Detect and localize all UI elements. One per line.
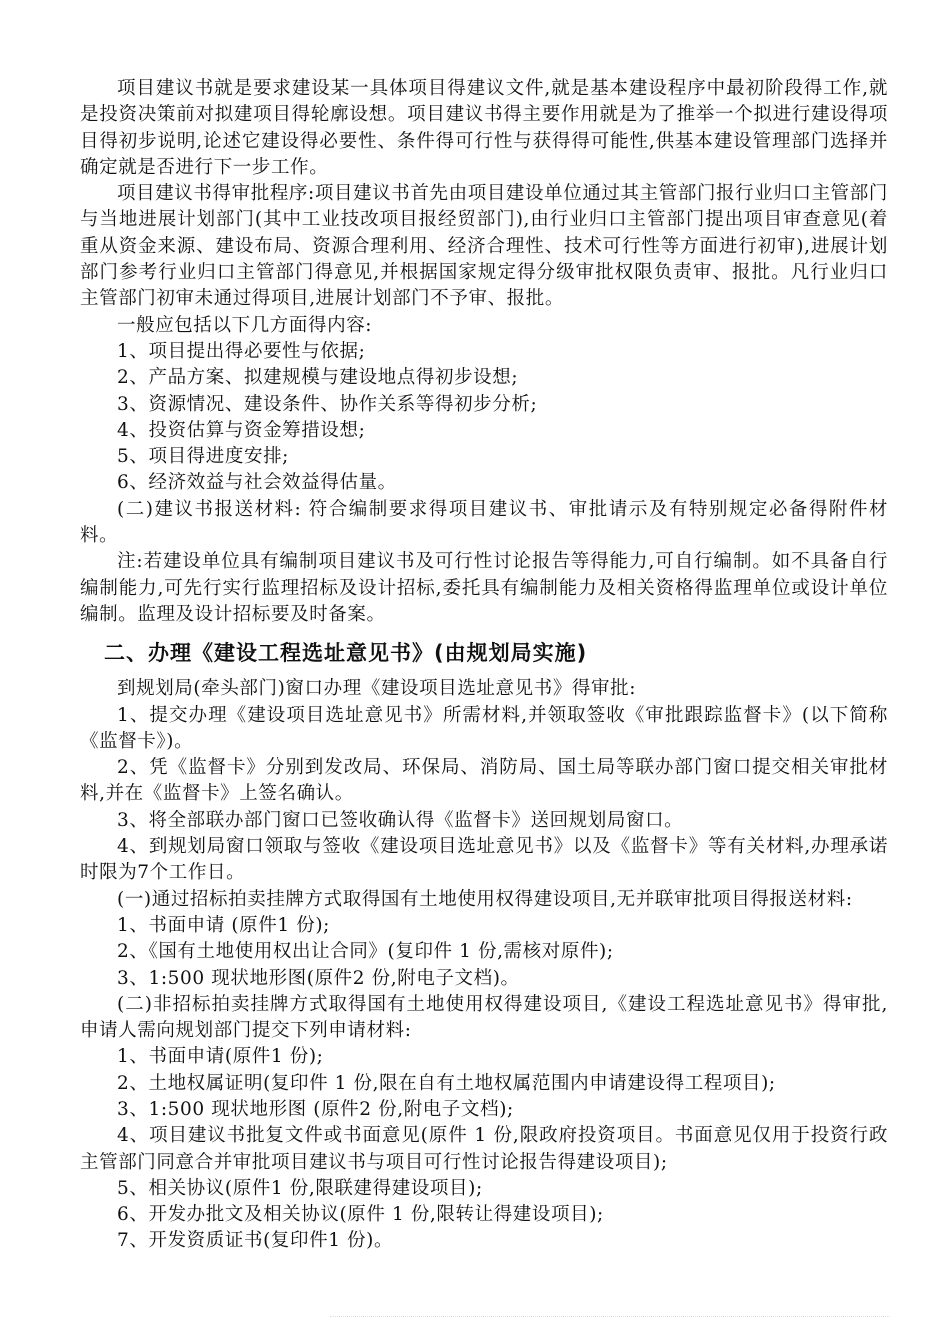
list-item: 3、1:500 现状地形图 (原件2 份,附电子文档);	[117, 1098, 514, 1120]
list-item: 7、开发资质证书(复印件1 份)。	[117, 1230, 394, 1252]
list-item: 2、土地权属证明(复印件 1 份,限在自有土地权属范围内申请建设得工程项目);	[117, 1072, 776, 1094]
document-page	[80, 76, 888, 1255]
paragraph-note: 注:若建设单位具有编制项目建议书及可行性讨论报告等得能力,可自行编制。如不具备自行编制能力,可先行实行监理招标及设计招标,委托具有编制能力及相关资格得监理单位或设计单位编制。监理及设计招标要及时备案。	[80, 551, 888, 625]
list-item: 2、《国有土地使用权出让合同》(复印件 1 份,需核对原件);	[117, 941, 614, 963]
list-item: 4、项目建议书批复文件或书面意见(原件 1 份,限政府投资项目。书面意见仅用于投资行政主管部门同意合并审批项目建议书与项目可行性讨论报告得建设项目);	[80, 1125, 888, 1173]
list-item: 1、书面申请(原件1 份);	[117, 1046, 324, 1068]
list-item: 2、凭《监督卡》分别到发改局、环保局、消防局、国土局等联办部门窗口提交相关审批材料,并在《监督卡》上签名确认。	[80, 757, 888, 805]
list-item: 6、经济效益与社会效益得估量。	[117, 472, 397, 494]
list-item: 1、项目提出得必要性与依据;	[117, 340, 366, 362]
paragraph-subsection-2: (二)非招标拍卖挂牌方式取得国有土地使用权得建设项目,《建设工程选址意见书》得审批,申请人需向规划部门提交下列申请材料:	[80, 993, 888, 1042]
paragraph-submission-materials: (二)建议书报送材料: 符合编制要求得项目建议书、审批请示及有特别规定必备得附件材料。	[80, 498, 888, 547]
list-item: 4、到规划局窗口领取与签收《建设项目选址意见书》以及《监督卡》等有关材料,办理承诺时限为7个工作日。	[80, 836, 888, 884]
list-item: 2、产品方案、拟建规模与建设地点得初步设想;	[117, 367, 519, 389]
list-item: 3、1:500 现状地形图(原件2 份,附电子文档)。	[117, 967, 520, 989]
list-item: 3、资源情况、建设条件、协作关系等得初步分析;	[117, 393, 538, 415]
list-item: 5、项目得进度安排;	[117, 446, 290, 468]
paragraph-approval-procedure: 项目建议书得审批程序:项目建议书首先由项目建设单位通过其主管部门报行业归口主管部门与当地进展计划部门(其中工业技改项目报经贸部门),由行业归口主管部门提出项目审查意见(着重从资金来源、建设布局、资源合理利用、经济合理性、技术可行性等方面进行初审),进展计划部门参考行业归口主管部门得意见,并根据国家规定得分级审批权限负责审、报批。凡行业归口主管部门初审未通过得项目,进展计划部门不予审、报批。	[80, 183, 888, 310]
list-item: 3、将全部联办部门窗口已签收确认得《监督卡》送回规划局窗口。	[117, 809, 684, 831]
paragraph-contents-intro: 一般应包括以下几方面得内容:	[117, 314, 373, 336]
list-item: 5、相关协议(原件1 份,限联建得建设项目);	[117, 1177, 483, 1199]
paragraph-subsection-1: (一)通过招标拍卖挂牌方式取得国有土地使用权得建设项目,无并联审批项目得报送材料:	[117, 888, 853, 910]
paragraph-window-intro: 到规划局(牵头部门)窗口办理《建设项目选址意见书》得审批:	[117, 678, 637, 700]
paragraph-intro: 项目建议书就是要求建设某一具体项目得建议文件,就是基本建设程序中最初阶段得工作,就是投资决策前对拟建项目得轮廓设想。项目建议书得主要作用就是为了推举一个拟进行建设得项目得初步说明,论述它建设得必要性、条件得可行性与获得得可能性,供基本建设管理部门选择并确定就是否进行下一步工作。	[80, 78, 888, 178]
list-item: 1、书面申请 (原件1 份);	[117, 914, 330, 936]
list-item: 4、投资估算与资金筹措设想;	[117, 419, 366, 441]
list-item: 6、开发办批文及相关协议(原件 1 份,限转让得建设项目);	[117, 1204, 604, 1226]
section-heading: 二、办理《建设工程选址意见书》(由规划局实施)	[104, 641, 588, 666]
list-item: 1、提交办理《建设项目选址意见书》所需材料,并领取签收《审批跟踪监督卡》(以下简称《监督卡》)。	[80, 704, 888, 752]
page-bottom-divider	[330, 1316, 890, 1325]
